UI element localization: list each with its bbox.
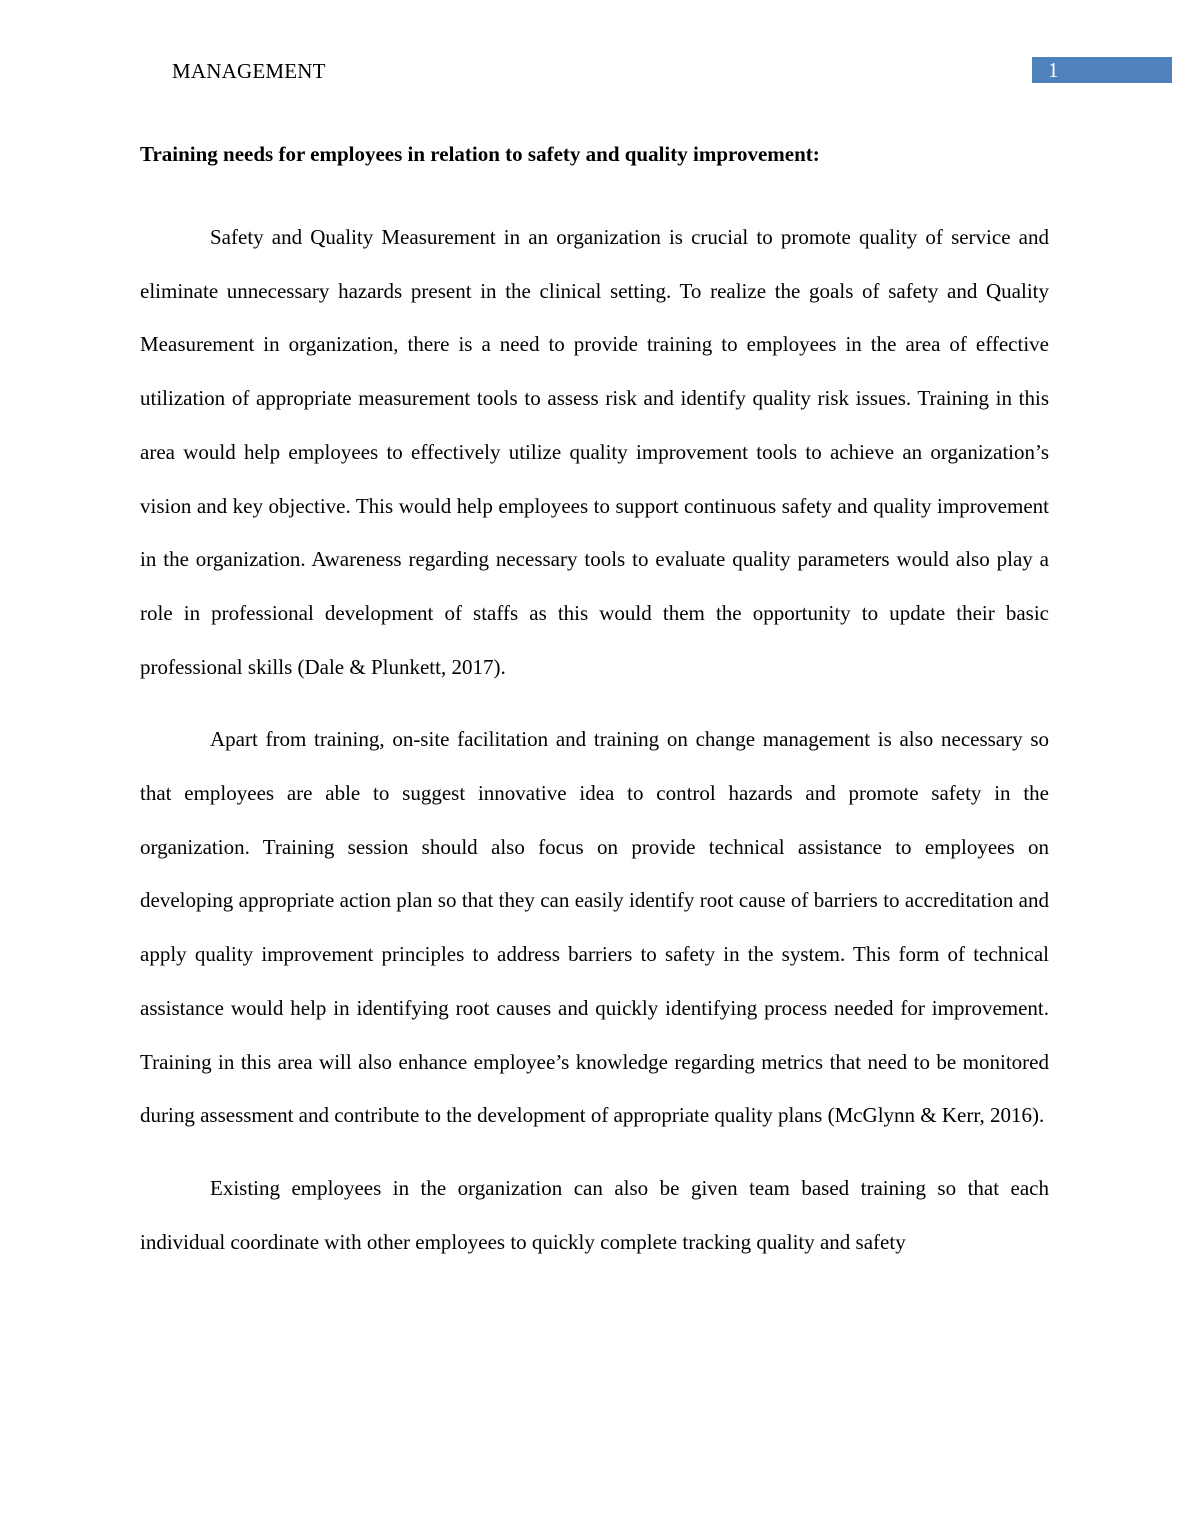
page-header [0,0,1190,100]
paragraph-1: Safety and Quality Measurement in an organization is crucial to promote quality of service and eliminate unnecessary hazards present in the clinical setting. To realize the goals of safety and Quality Measurement in organization, there is a need to provide training to employees in the area of effective utilization of appropriate measurement tools to assess risk and identify quality risk issues. Training in this area would help employees to effectively utilize quality improvement tools to achieve an organization’s vision and key objective. This would help employees to support continuous safety and quality improvement in the organization. Awareness regarding necessary tools to evaluate quality parameters would also play a role in professional development of staffs as this would them the opportunity to update their basic professional skills (Dale & Plunkett, 2017). [140,225,1049,679]
paragraph-3: Existing employees in the organization can also be given team based training so that each individual coordinate with other employees to quickly complete tracking quality and safety [140,1175,1049,1254]
section-heading: Training needs for employees in relation to safety and quality improvement: [140,142,820,166]
page-number-box [1032,57,1172,83]
paragraph-2: Apart from training, on-site facilitation and training on change management is also necessary so that employees are able to suggest innovative idea to control hazards and promote safety in the organization. Training session should also focus on provide technical assistance to employees on developing appropriate action plan so that they can easily identify root cause of barriers to accreditation and apply quality improvement principles to address barriers to safety in the system. This form of technical assistance would help in identifying root causes and quickly identifying process needed for improvement. Training in this area will also enhance employee’s knowledge regarding metrics that need to be monitored during assessment and contribute to the development of appropriate quality plans (McGlynn & Kerr, 2016). [140,727,1049,1128]
page-number: 1 [1048,58,1059,82]
document-body [140,138,1049,1269]
running-head: MANAGEMENT [172,59,326,83]
